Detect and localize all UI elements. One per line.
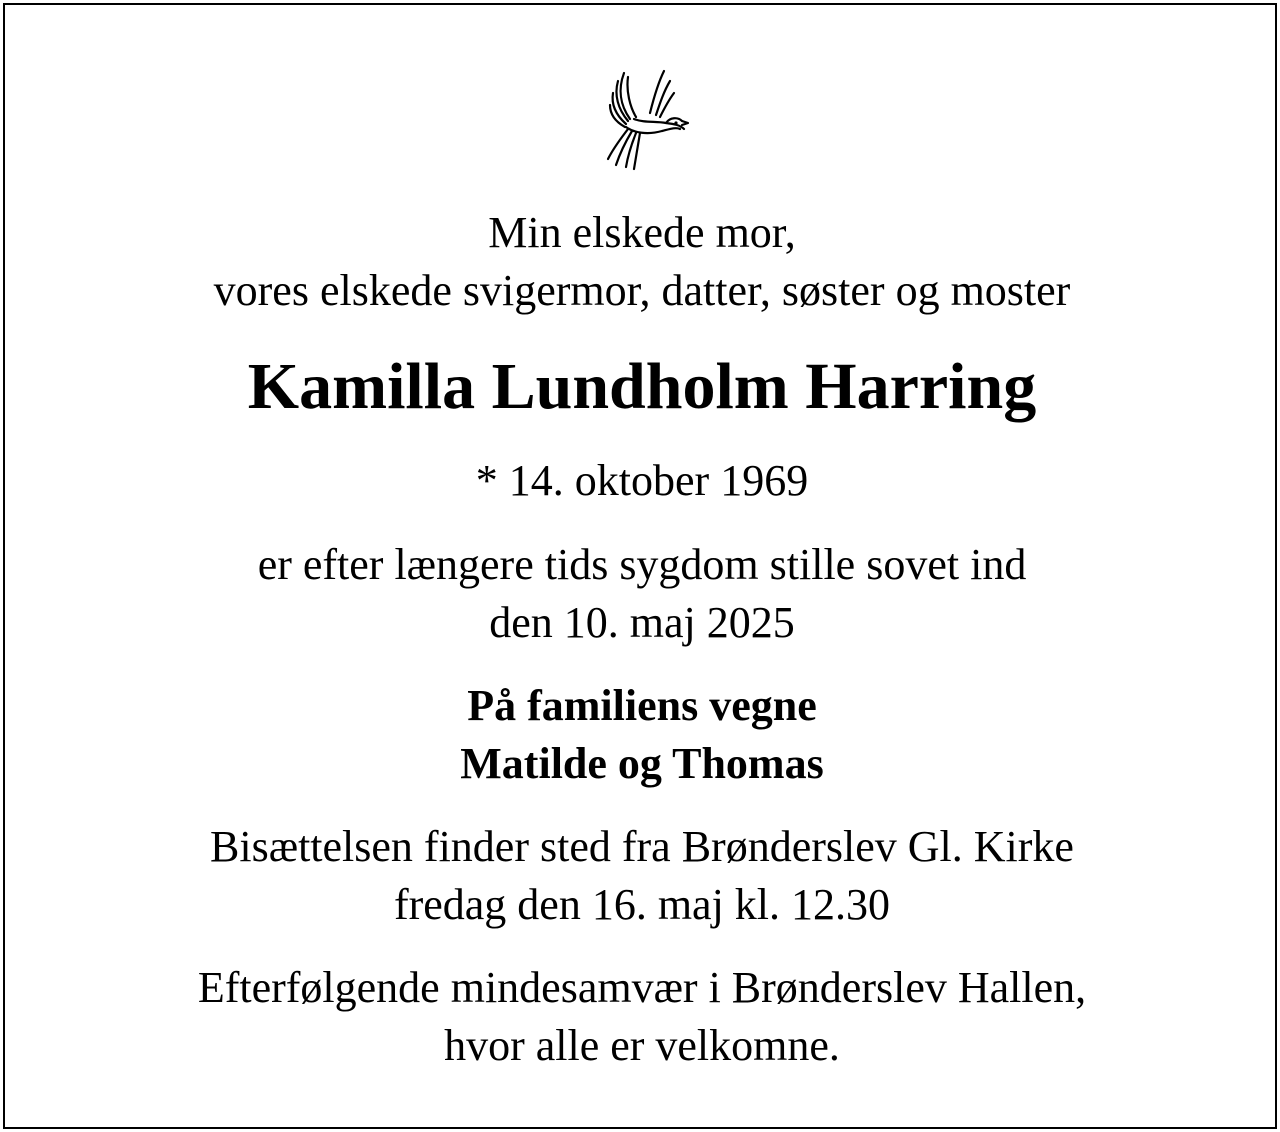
deceased-name: Kamilla Lundholm Harring xyxy=(247,350,1037,423)
gathering-line-2: hvor alle er velkomne. xyxy=(444,1021,840,1070)
signature-line-1: På familiens vegne xyxy=(467,681,817,730)
funeral-line-1: Bisættelsen finder sted fra Brønderslev Gl. Kirke xyxy=(210,822,1074,871)
birth-date: * 14. oktober 1969 xyxy=(475,456,809,505)
death-line-1: er efter længere tids sygdom stille sovet ind xyxy=(257,540,1027,589)
death-notice xyxy=(3,3,1277,1129)
funeral-line-2: fredag den 16. maj kl. 12.30 xyxy=(393,880,891,929)
gathering-line-1: Efterfølgende mindesamvær i Brønderslev Hallen, xyxy=(197,963,1087,1012)
intro-line-1: Min elskede mor, xyxy=(488,208,796,257)
death-line-2: den 10. maj 2025 xyxy=(489,598,795,647)
dove-icon xyxy=(604,67,690,173)
intro-line-2: vores elskede svigermor, datter, søster og moster xyxy=(213,266,1071,315)
signature-line-2: Matilde og Thomas xyxy=(460,739,824,788)
